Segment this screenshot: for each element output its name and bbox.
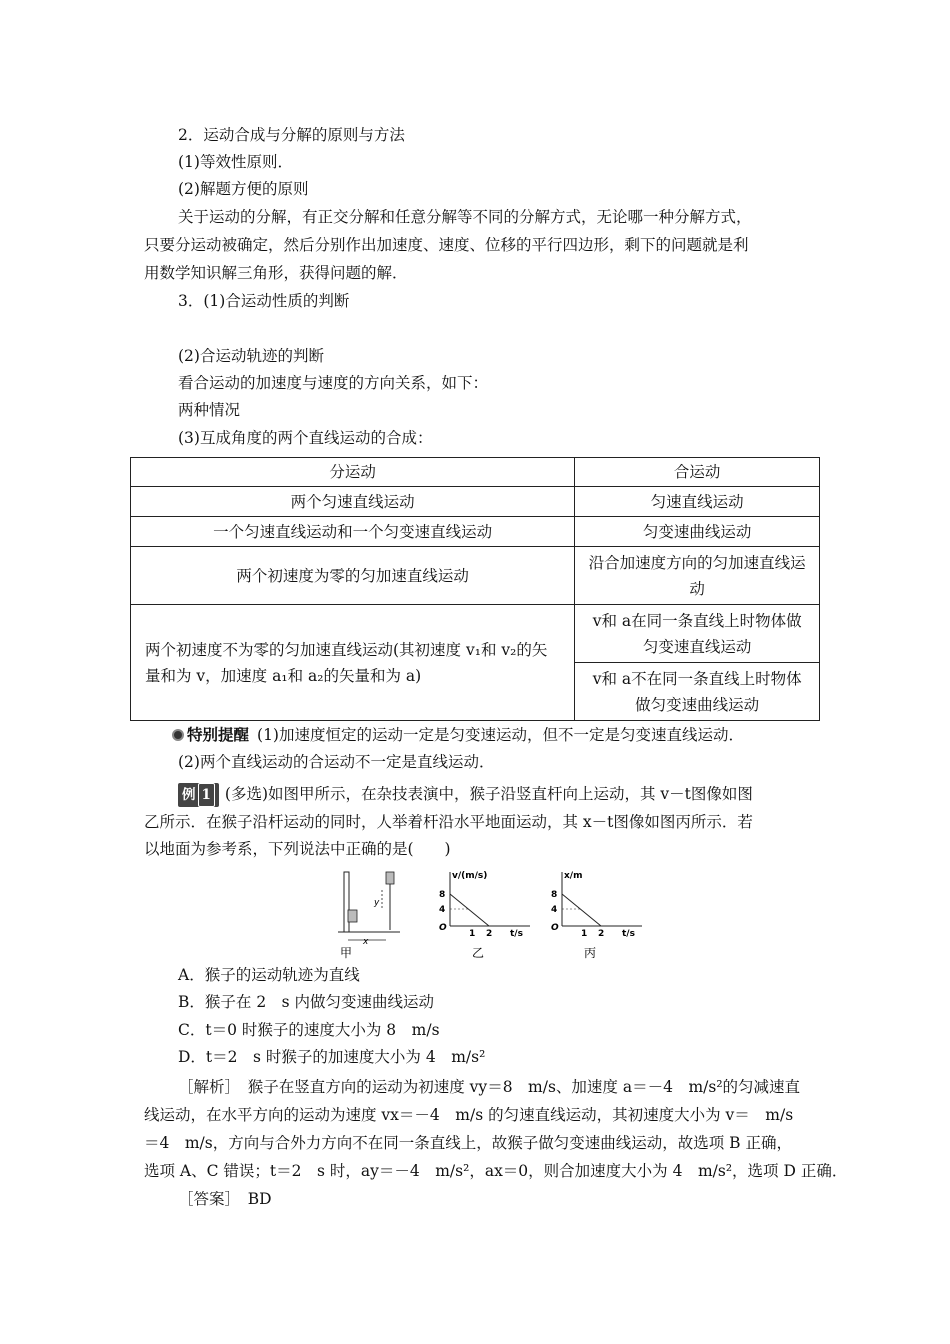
x-axis-label: t/s [622,929,635,939]
tick-label: 4 [551,905,558,915]
paragraph-line: 用数学知识解三角形，获得问题的解． [144,264,408,282]
example-line: 乙所示．在猴子沿杆运动的同时，人举着杆沿水平地面运动，其 x－t图像如图丙所示．若 [144,813,753,831]
monkey-top [386,872,394,884]
section-heading-2: 2．运动合成与分解的原则与方法 [178,126,405,144]
vt-line [450,894,489,926]
table-header: 合运动 [575,458,820,487]
tick-label: 4 [439,905,446,915]
example-line: 以地面为参考系，下列说法中正确的是( ) [144,840,451,858]
xt-line [562,894,601,926]
principle-2: (2)解题方便的原则 [178,180,309,198]
option-a: A．猴子的运动轨迹为直线 [178,966,360,984]
paragraph-line: 只要分运动被确定，然后分别作出加速度、速度、位移的平行四边形，剩下的问题就是利 [144,236,749,254]
pole [344,872,349,932]
table-cell: 一个匀速直线运动和一个匀变速直线运动 [131,517,575,547]
tick-label: 1 [581,929,588,939]
option-c: C．t＝0 时猴子的速度大小为 8 m/s [178,1021,440,1039]
origin-label: O [439,923,447,933]
table-cell: 沿合加速度方向的匀加速直线运动 [575,547,820,605]
figure-bing [546,868,646,960]
tick-label: 8 [439,890,446,900]
caption-yi: 乙 [472,946,485,960]
section-heading-3: 3．(1)合运动性质的判断 [178,292,350,310]
table-cell: 两个初速度为零的匀加速直线运动 [131,547,575,605]
tip-text: (1)加速度恒定的运动一定是匀变速运动，但不一定是匀变速直线运动． [257,726,744,744]
tip-icon [172,729,184,741]
body-line: 看合运动的加速度与速度的方向关系，如下： [178,374,489,392]
tick-label: 1 [469,929,476,939]
analysis-line: 选项 A、C 错误；t＝2 s 时，ay＝－4 m/s²，ax＝0，则合加速度大小为 4 m/s²，选项 D 正确． [144,1162,848,1180]
y-label: y [374,898,380,908]
caption-bing: 丙 [584,946,597,960]
body-line: 两种情况 [178,401,241,419]
table-cell: 匀变速曲线运动 [575,517,820,547]
table-header: 分运动 [131,458,575,487]
table-cell: v和 a在同一条直线上时物体做匀变速直线运动 [575,605,820,663]
principle-1: (1)等效性原则． [178,153,293,171]
tip-label: 特别提醒 [172,724,249,746]
special-tip [172,724,744,746]
y-axis-label: v/(m/s) [452,871,488,881]
trajectory-heading: (2)合运动轨迹的判断 [178,347,324,365]
table-cell: 两个初速度不为零的匀加速直线运动(其初速度 v₁和 v₂的矢量和为 v，加速度 a₁和 a₂的矢量和为 a) [131,605,575,721]
example-line: 例 1 (多选)如图甲所示，在杂技表演中，猴子沿竖直杆向上运动，其 v－t图像如图 [178,783,753,807]
y-axis-label: x/m [564,871,583,881]
analysis-line: ［解析］ 猴子在竖直方向的运动为初速度 vy＝8 m/s、加速度 a＝－4 m/s²的匀减速直 [178,1078,801,1096]
origin-label: O [551,923,559,933]
analysis-line: ＝4 m/s，方向与合外力方向不在同一条直线上，故猴子做匀变速曲线运动，故选项 B 正确， [144,1134,792,1152]
tick-label: 2 [486,929,493,939]
example-badge: 例 1 [178,783,219,807]
paragraph-line: 关于运动的分解，有正交分解和任意分解等不同的分解方式，无论哪一种分解方式， [178,208,752,226]
answer-line: ［答案］ BD [178,1190,272,1208]
analysis-line: 线运动，在水平方向的运动为速度 vx＝－4 m/s 的匀速直线运动，其初速度大小为 v＝ m/s [144,1106,794,1124]
figure-yi [434,868,534,960]
table-cell: 匀速直线运动 [575,487,820,517]
figure-jia [336,868,416,960]
table-cell: v和 a不在同一条直线上时物体做匀变速曲线运动 [575,663,820,721]
monkey-bottom [348,910,357,922]
motion-composition-table [130,457,820,721]
tick-label: 8 [551,890,558,900]
caption-jia: 甲 [340,946,353,960]
x-label: x [363,937,369,947]
tick-label: 2 [598,929,605,939]
option-d: D．t＝2 s 时猴子的加速度大小为 4 m/s² [178,1048,486,1066]
body-line: (3)互成角度的两个直线运动的合成： [178,429,433,447]
tip-text: (2)两个直线运动的合运动不一定是直线运动． [178,753,495,771]
option-b: B．猴子在 2 s 内做匀变速曲线运动 [178,993,435,1011]
table-cell: 两个匀速直线运动 [131,487,575,517]
x-axis-label: t/s [510,929,523,939]
